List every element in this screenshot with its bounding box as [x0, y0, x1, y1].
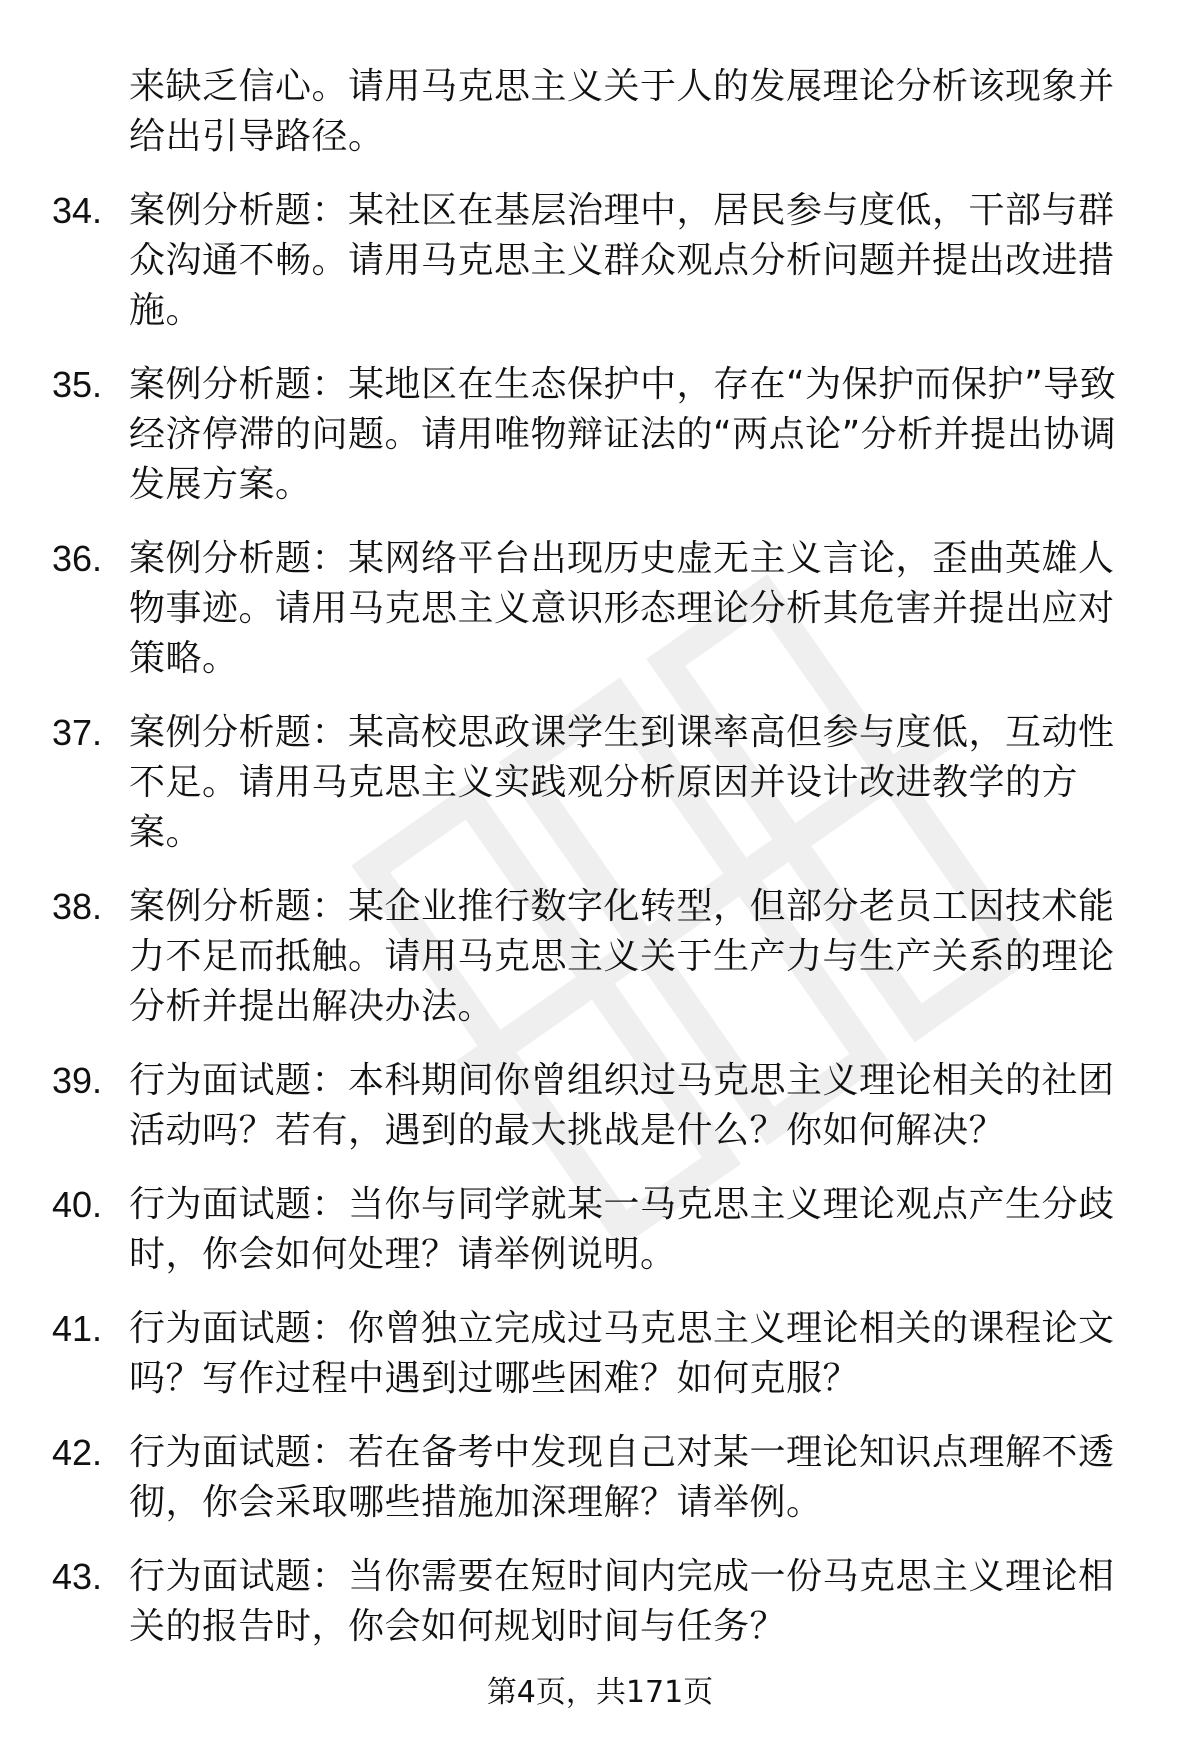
question-number: 40. — [52, 1184, 103, 1225]
question-text: 案例分析题：某网络平台出现历史虚无主义言论，歪曲英雄人物事迹。请用马克思主义意识形态理论分析其危害并提出应对策略。 — [129, 538, 1115, 679]
question-item — [52, 1304, 1137, 1404]
question-item — [52, 186, 1137, 336]
question-item — [52, 882, 1137, 1032]
question-item — [52, 1552, 1137, 1652]
question-number: 43. — [52, 1556, 103, 1597]
question-number: 35. — [52, 364, 103, 405]
page-number-footer: 第4页，共171页 — [486, 1675, 714, 1710]
continued-question-text: 来缺乏信心。请用马克思主义关于人的发展理论分析该现象并给出引导路径。 — [129, 66, 1115, 157]
question-text: 案例分析题：某地区在生态保护中，存在“为保护而保护”导致经济停滞的问题。请用唯物辩证法的“两点论”分析并提出协调发展方案。 — [129, 364, 1117, 505]
question-number: 41. — [52, 1308, 103, 1349]
question-text: 案例分析题：某社区在基层治理中，居民参与度低，干部与群众沟通不畅。请用马克思主义群众观点分析问题并提出改进措施。 — [129, 190, 1115, 331]
question-number: 39. — [52, 1060, 103, 1101]
question-item — [52, 360, 1137, 510]
question-text: 案例分析题：某高校思政课学生到课率高但参与度低，互动性不足。请用马克思主义实践观分析原因并设计改进教学的方案。 — [129, 712, 1115, 853]
question-item — [52, 1180, 1137, 1280]
question-text: 行为面试题：当你与同学就某一马克思主义理论观点产生分歧时，你会如何处理？请举例说明。 — [129, 1184, 1115, 1275]
question-number: 37. — [52, 712, 103, 753]
question-item — [52, 1056, 1137, 1156]
question-number: 36. — [52, 538, 103, 579]
question-number: 34. — [52, 190, 103, 231]
question-item — [52, 708, 1137, 858]
question-text: 行为面试题：你曾独立完成过马克思主义理论相关的课程论文吗？写作过程中遇到过哪些困难？如何克服？ — [129, 1308, 1115, 1399]
question-item — [52, 1428, 1137, 1528]
question-text: 案例分析题：某企业推行数字化转型，但部分老员工因技术能力不足而抵触。请用马克思主义关于生产力与生产关系的理论分析并提出解决办法。 — [129, 886, 1115, 1027]
question-number: 38. — [52, 886, 103, 927]
question-list — [52, 62, 1137, 1676]
question-text: 行为面试题：当你需要在短时间内完成一份马克思主义理论相关的报告时，你会如何规划时间与任务？ — [129, 1556, 1115, 1647]
question-number: 42. — [52, 1432, 103, 1473]
question-text: 行为面试题：本科期间你曾组织过马克思主义理论相关的社团活动吗？若有，遇到的最大挑战是什么？你如何解决？ — [129, 1060, 1115, 1151]
question-text: 行为面试题：若在备考中发现自己对某一理论知识点理解不透彻，你会采取哪些措施加深理解？请举例。 — [129, 1432, 1115, 1523]
question-item — [52, 534, 1137, 684]
